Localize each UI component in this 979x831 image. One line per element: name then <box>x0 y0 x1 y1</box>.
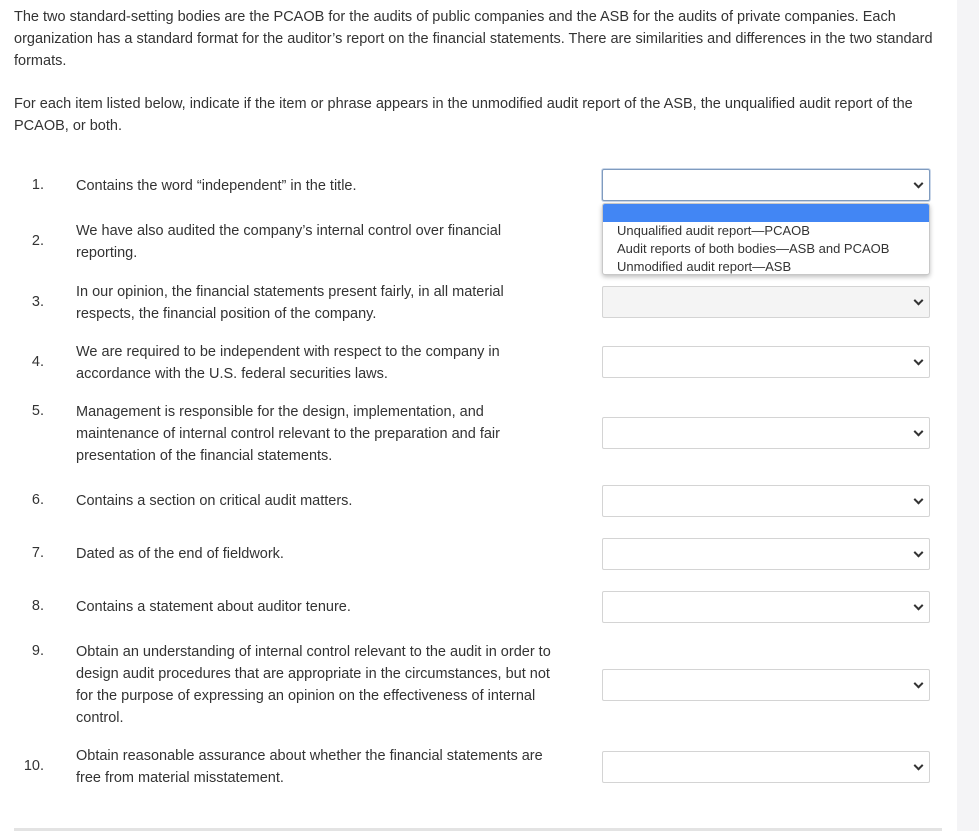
chevron-down-icon <box>914 495 924 505</box>
item-text: In our opinion, the financial statements present fairly, in all material respects, the financial position of the company. <box>76 284 504 322</box>
dropdown-option[interactable]: Audit reports of both bodies—ASB and PCAOB <box>617 241 890 256</box>
item-number: 2. <box>31 233 44 249</box>
answer-select-3[interactable] <box>602 286 930 318</box>
item-number: 8. <box>31 598 44 614</box>
item-number: 7. <box>31 545 44 561</box>
answer-select-4[interactable] <box>602 346 930 378</box>
dropdown-option-blank[interactable] <box>603 204 929 222</box>
item-text: Contains a section on critical audit matters. <box>76 493 353 509</box>
item-text: Dated as of the end of fieldwork. <box>76 546 284 562</box>
item-number: 9. <box>31 643 44 659</box>
answer-select-1[interactable] <box>602 169 930 201</box>
answer-select-7[interactable] <box>602 538 930 570</box>
item-text: Contains the word “independent” in the title. <box>76 178 357 194</box>
item-text: We have also audited the company’s internal control over financial reporting. <box>76 223 502 261</box>
item-text: We are required to be independent with respect to the company in accordance with the U.S. federal securities laws. <box>76 344 500 382</box>
answer-dropdown-menu[interactable] <box>602 203 930 275</box>
item-text: Contains a statement about auditor tenure. <box>76 599 351 615</box>
chevron-down-icon <box>914 356 924 366</box>
dropdown-option[interactable]: Unmodified audit report—ASB <box>617 259 792 274</box>
item-text: Obtain reasonable assurance about whether the financial statements are free from material misstatement. <box>76 748 543 786</box>
item-number: 5. <box>31 403 44 419</box>
instructions-paragraph: For each item listed below, indicate if the item or phrase appears in the unmodified audit report of the ASB, the unqualified audit report of the PCAOB, or both. <box>14 96 913 134</box>
answer-select-8[interactable] <box>602 591 930 623</box>
answer-select-10[interactable] <box>602 751 930 783</box>
item-number: 6. <box>31 492 44 508</box>
chevron-down-icon <box>914 548 924 558</box>
chevron-down-icon <box>914 761 924 771</box>
item-number: 10. <box>23 758 44 774</box>
scrollbar-track[interactable] <box>957 0 979 831</box>
answer-select-9[interactable] <box>602 669 930 701</box>
chevron-down-icon <box>914 679 924 689</box>
dropdown-option[interactable]: Unqualified audit report—PCAOB <box>617 223 810 238</box>
item-text: Management is responsible for the design, implementation, and maintenance of internal control relevant to the preparation and fair presentation of the financial statements. <box>76 404 500 464</box>
answer-select-5[interactable] <box>602 417 930 449</box>
item-number: 4. <box>31 354 44 370</box>
item-text: Obtain an understanding of internal control relevant to the audit in order to design audit procedures that are appropriate in the circumstances, but not for the purpose of expressing an opinion on the effectiveness of internal control. <box>76 644 551 726</box>
chevron-down-icon <box>914 427 924 437</box>
item-number: 3. <box>31 294 44 310</box>
chevron-down-icon <box>914 601 924 611</box>
answer-select-6[interactable] <box>602 485 930 517</box>
chevron-down-icon <box>914 296 924 306</box>
item-number: 1. <box>31 177 44 193</box>
chevron-down-icon <box>914 179 924 189</box>
intro-paragraph: The two standard-setting bodies are the PCAOB for the audits of public companies and the ASB for the audits of private companies. Each organization has a standard format for the auditor’s report on the financial statements. There are similarities and differences in the two standard formats. <box>14 9 933 69</box>
